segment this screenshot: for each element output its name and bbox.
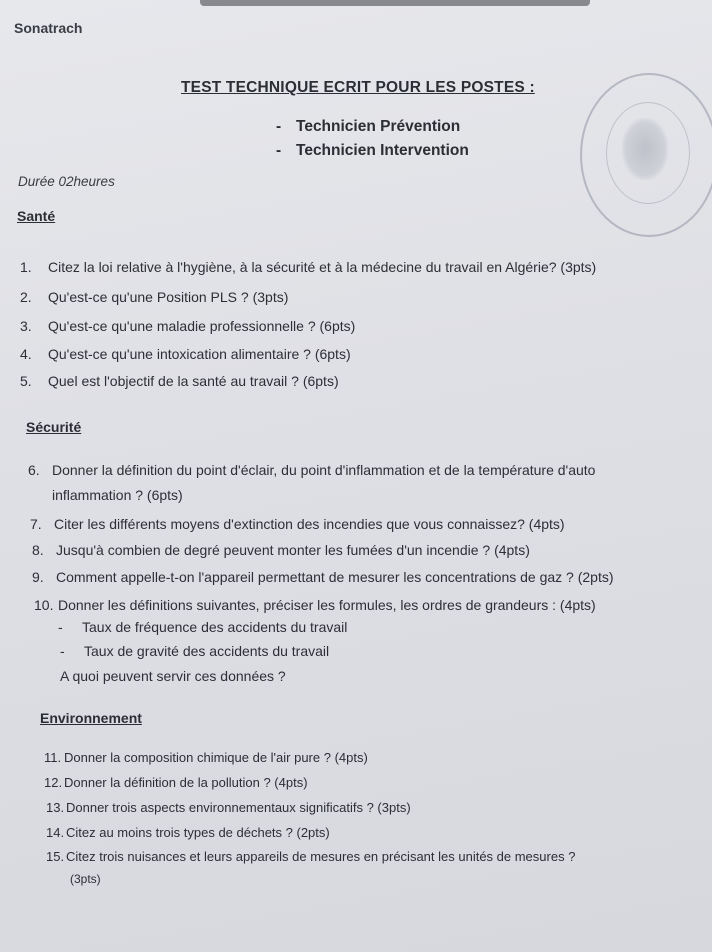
question-15-continuation: (3pts): [70, 872, 101, 886]
post-label: Technicien Prévention: [296, 118, 461, 135]
question-3: 3. Qu'est-ce qu'une maladie professionnelle ? (6pts): [20, 318, 356, 334]
section-title-securite: Sécurité: [26, 419, 82, 435]
section-title-sante: Santé: [17, 208, 56, 224]
sub-item-gravite: - Taux de gravité des accidents du travail: [60, 643, 330, 659]
question-13: 13. Donner trois aspects environnementaux significatifs ? (3pts): [46, 800, 411, 815]
section-title-environnement: Environnement: [40, 710, 142, 726]
stamp-emblem-icon: [622, 118, 668, 180]
question-6: 6. Donner la définition du point d'éclair, du point d'inflammation et de la température d'auto: [28, 462, 596, 478]
post-item-prevention: - Technicien Prévention: [276, 118, 461, 135]
question-9: 9. Comment appelle-t-on l'appareil permettant de mesurer les concentrations de gaz ? (2pts): [32, 569, 614, 585]
exam-duration: Durée 02heures: [18, 174, 115, 189]
question-7: 7. Citer les différents moyens d'extinction des incendies que vous connaissez? (4pts): [30, 516, 565, 532]
exam-title: TEST TECHNIQUE ECRIT POUR LES POSTES :: [181, 79, 535, 96]
question-12: 12. Donner la définition de la pollution ? (4pts): [44, 775, 308, 790]
question-1: 1. Citez la loi relative à l'hygiène, à la sécurité et à la médecine du travail en Algérie? (3pts): [20, 259, 597, 275]
question-4: 4. Qu'est-ce qu'une intoxication alimentaire ? (6pts): [20, 346, 351, 362]
sub-item-frequence: - Taux de fréquence des accidents du travail: [58, 619, 348, 635]
post-label: Technicien Intervention: [296, 142, 469, 159]
question-6-continuation: inflammation ? (6pts): [52, 487, 183, 503]
question-10: 10. Donner les définitions suivantes, préciser les formules, les ordres de grandeurs : (4pts): [34, 597, 596, 613]
question-5: 5. Quel est l'objectif de la santé au travail ? (6pts): [20, 373, 339, 389]
question-11: 11. Donner la composition chimique de l'air pure ? (4pts): [44, 750, 368, 765]
question-2: 2. Qu'est-ce qu'une Position PLS ? (3pts): [20, 289, 289, 305]
question-15: 15. Citez trois nuisances et leurs appareils de mesures en précisant les unités de mesures ?: [46, 849, 576, 864]
company-name: Sonatrach: [14, 20, 83, 36]
letterhead-strip: [200, 0, 590, 6]
question-14: 14. Citez au moins trois types de déchets ? (2pts): [46, 825, 330, 840]
post-item-intervention: - Technicien Intervention: [276, 142, 469, 159]
question-10-note: A quoi peuvent servir ces données ?: [60, 668, 286, 684]
question-8: 8. Jusqu'à combien de degré peuvent monter les fumées d'un incendie ? (4pts): [32, 542, 530, 558]
